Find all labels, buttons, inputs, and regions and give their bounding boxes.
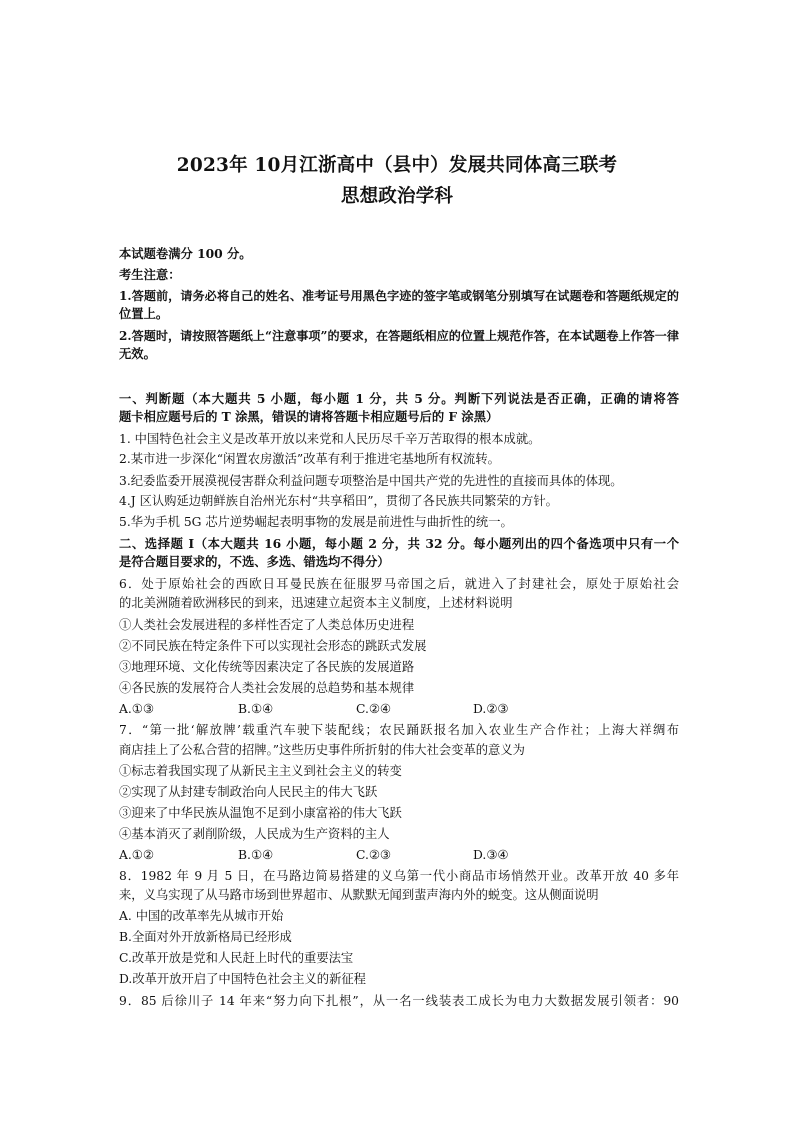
q7-option-c: C.②③ (356, 848, 391, 862)
q7-statement-4: ④基本消灭了剥削阶级，人民成为生产资料的主人 (119, 827, 390, 841)
notice-label: 考生注意： (119, 267, 181, 282)
q6-statement-4: ④各民族的发展符合人类社会发展的总趋势和基本规律 (119, 681, 415, 695)
q6-options (119, 701, 679, 717)
q6-stem-line-2: 的北美洲随着欧洲移民的到来，迅速建立起资本主义制度，上述材料说明 (119, 596, 513, 610)
notice-item-1-line-1: 1.答题前，请务必将自己的姓名、准考证号用黑色字迹的签字笔或钢笔分别填写在试题卷和答题纸规定的 (119, 289, 679, 303)
q6-stem-line-1: 6．处于原始社会的西欧日耳曼民族在征服罗马帝国之后，就进入了封建社会，原处于原始社会 (119, 577, 679, 591)
q6-option-c: C.②④ (356, 702, 391, 716)
judgement-q5: 5.华为手机 5G 芯片逆势崛起表明事物的发展是前进性与曲折性的统一。 (119, 515, 513, 529)
exam-title: 2023年 10月江浙高中（县中）发展共同体高三联考 (176, 155, 618, 176)
q8-option-b: B.全面对外开放新格局已经形成 (119, 930, 292, 944)
q8-option-c: C.改革开放是党和人民赶上时代的重要法宝 (119, 951, 354, 965)
judgement-q3: 3.纪委监委开展漠视侵害群众利益问题专项整治是中国共产党的先进性的直接而具体的体现。 (119, 474, 623, 488)
judgement-q2: 2.某市进一步深化“闲置农房激活”改革有利于推进宅基地所有权流转。 (119, 452, 500, 466)
section-2-heading-line-1: 二、选择题 I（本大题共 16 小题，每小题 2 分，共 32 分。每小题列出的四个备选项中只有一个 (119, 536, 679, 551)
section-1-heading-line-1: 一、判断题（本大题共 5 小题，每小题 1 分，共 5 分。判断下列说法是否正确，正确的请将答 (119, 391, 679, 406)
judgement-q1: 1. 中国特色社会主义是改革开放以来党和人民历尽千辛万苦取得的根本成就。 (119, 432, 541, 446)
notice-item-2-line-2: 无效。 (119, 346, 156, 361)
q6-option-a: A.①③ (119, 702, 154, 716)
exam-subject: 思想政治学科 (340, 186, 454, 207)
q8-stem-line-1: 8．1982 年 9 月 5 日，在马路边简易搭建的义乌第一代小商品市场悄然开业。改革开放 40 多年 (119, 869, 679, 883)
q7-option-b: B.①④ (238, 848, 273, 862)
q6-option-d: D.②③ (473, 702, 509, 716)
q7-option-a: A.①② (119, 848, 154, 862)
q7-options (119, 847, 679, 863)
q6-statement-2: ②不同民族在特定条件下可以实现社会形态的跳跃式发展 (119, 639, 427, 653)
q7-stem-line-1: 7．“第一批‘解放牌’载重汽车驶下装配线；农民踊跃报名加入农业生产合作社；上海大祥绸布 (119, 723, 679, 737)
q6-statement-1: ①人类社会发展进程的多样性否定了人类总体历史进程 (119, 618, 415, 632)
section-1-heading-line-2: 题卡相应题号后的 T 涂黑，错误的请将答题卡相应题号后的 F 涂黑） (119, 409, 499, 424)
q8-stem-line-2: 来，义乌实现了从马路市场到世界超市、从默默无闻到蜚声海内外的蜕变。这从侧面说明 (119, 888, 599, 902)
q6-option-b: B.①④ (238, 702, 273, 716)
q9-stem-line-1: 9．85 后徐川子 14 年来“努力向下扎根”，从一名一线装表工成长为电力大数据发展引领者：90 (119, 994, 679, 1008)
notice-item-1-line-2: 位置上。 (119, 306, 169, 321)
section-2-heading-line-2: 是符合题目要求的，不选、多选、错选均不得分） (119, 554, 390, 569)
q7-statement-2: ②实现了从封建专制政治向人民民主的伟大飞跃 (119, 785, 378, 799)
q7-option-d: D.③④ (473, 848, 509, 862)
full-score-note: 本试题卷满分 100 分。 (119, 246, 252, 261)
q7-statement-3: ③迎来了中华民族从温饱不足到小康富裕的伟大飞跃 (119, 806, 402, 820)
q6-statement-3: ③地理环境、文化传统等因素决定了各民族的发展道路 (119, 660, 415, 674)
q7-stem-line-2: 商店挂上了公私合营的招牌。”这些历史事件所折射的伟大社会变革的意义为 (119, 743, 525, 757)
q8-option-d: D.改革开放开启了中国特色社会主义的新征程 (119, 972, 366, 986)
notice-item-2-line-1: 2.答题时，请按照答题纸上“注意事项”的要求，在答题纸相应的位置上规范作答，在本试题卷上作答一律 (119, 329, 679, 343)
judgement-q4: 4.J 区认购延边朝鲜族自治州光东村“共享稻田”，贯彻了各民族共同繁荣的方针。 (119, 494, 558, 508)
q7-statement-1: ①标志着我国实现了从新民主主义到社会主义的转变 (119, 764, 402, 778)
q8-option-a: A. 中国的改革率先从城市开始 (119, 909, 284, 923)
